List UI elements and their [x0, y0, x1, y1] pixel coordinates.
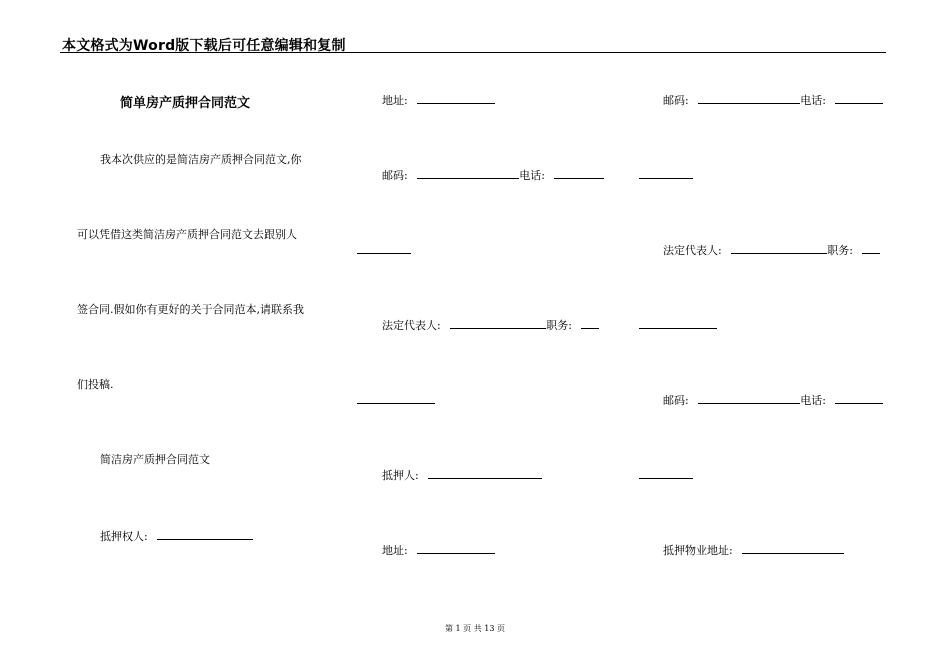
continuation-blank-3: [639, 178, 693, 179]
property-address-blank: [742, 542, 844, 554]
legal-rep-field-1: [382, 317, 599, 333]
postcode-label-1: 邮码:: [382, 169, 408, 182]
legal-rep-label-1: 法定代表人:: [382, 319, 441, 332]
postcode-phone-field-1: [382, 167, 604, 183]
postcode-blank-1: [417, 167, 519, 179]
phone-label-1: 电话:: [519, 169, 545, 182]
address-blank-1: [417, 92, 495, 104]
intro-line-1: 我本次供应的是简洁房产质押合同范文,你: [100, 153, 302, 166]
legal-rep-blank-2: [731, 242, 827, 254]
position-blank-1: [581, 317, 599, 329]
mortgagor-field: [382, 467, 542, 483]
continuation-blank-4: [639, 328, 717, 329]
mortgagee-field: [100, 528, 253, 544]
address-field-2: [382, 542, 495, 558]
contract-subtitle: 简洁房产质押合同范文: [100, 453, 210, 466]
intro-line-2: 可以凭借这类简洁房产质押合同范文去跟别人: [77, 228, 297, 241]
intro-line-3: 签合同.假如你有更好的关于合同范本,请联系我: [77, 303, 304, 316]
phone-label-3: 电话:: [800, 394, 826, 407]
mortgagee-blank: [157, 528, 253, 540]
postcode-phone-field-3: [663, 392, 883, 408]
document-header: 本文格式为Word版下载后可任意编辑和复制: [62, 38, 346, 54]
phone-label-2: 电话:: [800, 94, 826, 107]
position-blank-2: [862, 242, 880, 254]
phone-blank-2: [835, 92, 883, 104]
phone-blank-3: [835, 392, 883, 404]
postcode-label-2: 邮码:: [663, 94, 689, 107]
postcode-blank-2: [698, 92, 800, 104]
postcode-phone-field-2: [663, 92, 883, 108]
address-blank-2: [417, 542, 495, 554]
postcode-label-3: 邮码:: [663, 394, 689, 407]
legal-rep-field-2: [663, 242, 880, 258]
phone-blank-1: [554, 167, 604, 179]
intro-line-4: 们投稿.: [77, 378, 114, 391]
postcode-blank-3: [698, 392, 800, 404]
continuation-blank-2: [357, 403, 435, 404]
mortgagee-label: 抵押权人:: [100, 530, 148, 543]
continuation-blank-1: [357, 253, 411, 254]
property-address-field: [663, 542, 844, 558]
position-label-2: 职务:: [827, 244, 853, 257]
address-label-2: 地址:: [382, 544, 408, 557]
continuation-blank-5: [639, 478, 693, 479]
property-address-label: 抵押物业地址:: [663, 544, 733, 557]
address-field-1: [382, 92, 495, 108]
mortgagor-label: 抵押人:: [382, 469, 419, 482]
legal-rep-label-2: 法定代表人:: [663, 244, 722, 257]
legal-rep-blank-1: [450, 317, 546, 329]
mortgagor-blank: [428, 467, 542, 479]
document-title: 简单房产质押合同范文: [120, 96, 251, 111]
address-label-1: 地址:: [382, 94, 408, 107]
position-label-1: 职务:: [546, 319, 572, 332]
page-footer: 第 1 页 共 13 页: [445, 624, 505, 633]
header-rule: [60, 52, 886, 53]
